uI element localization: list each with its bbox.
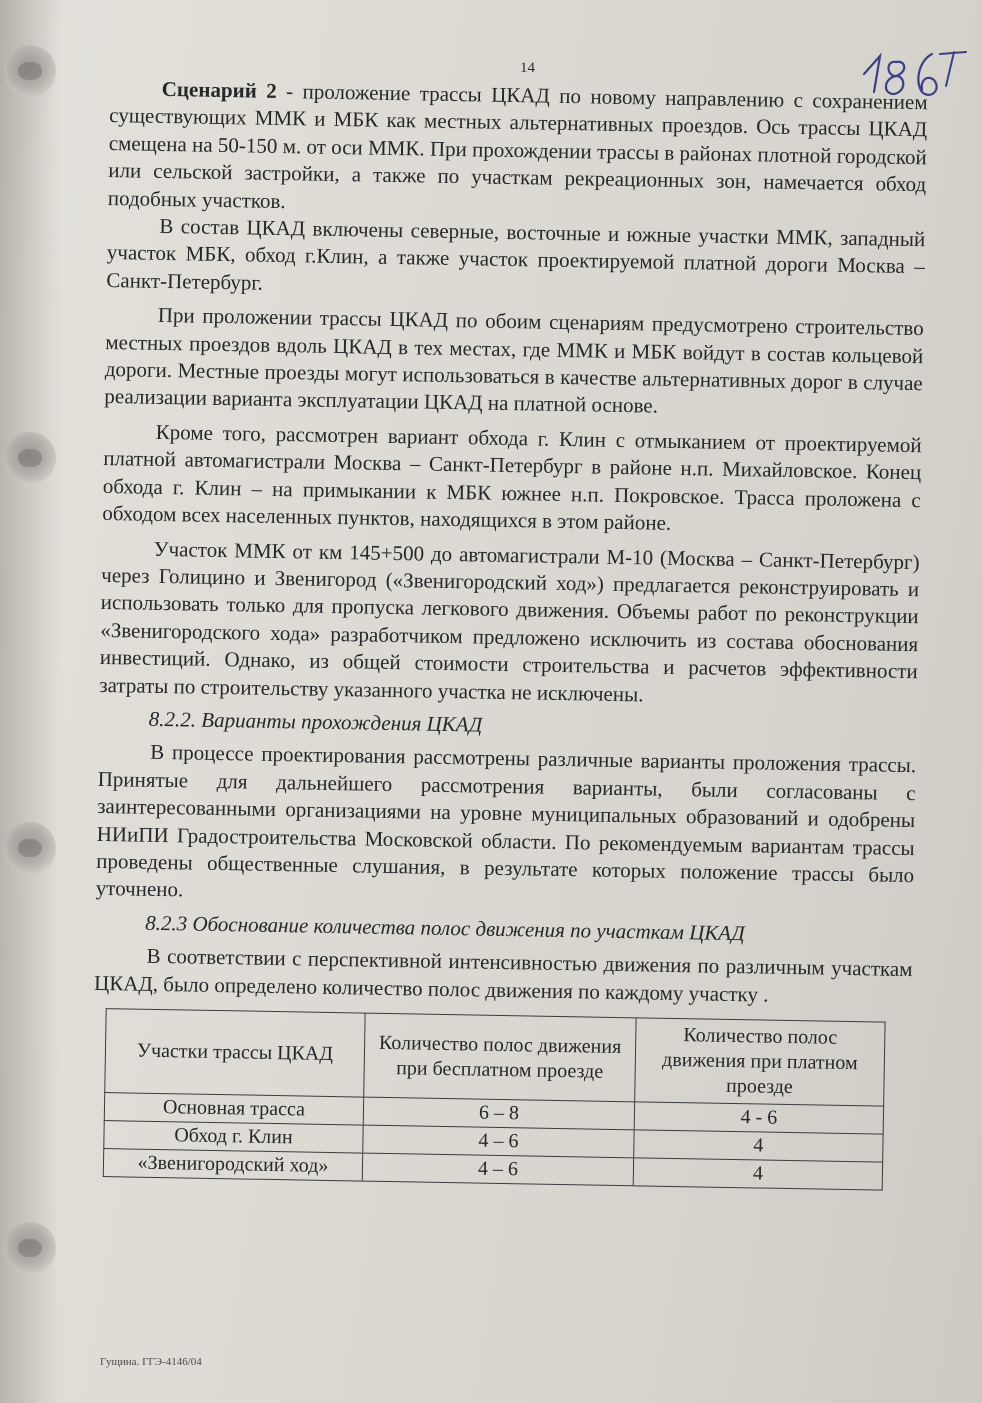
table-cell: 4 [633,1158,882,1190]
table-header-row [105,1009,885,1107]
table-header-cell: Количество полос движения при бесплатном проезде [364,1013,636,1102]
section-heading: 8.2.3 Обоснование количества полос движения по участкам ЦКАД [145,910,746,945]
binder-hole [4,1222,56,1274]
lanes-table [103,1008,886,1191]
table-cell: Основная трасса [104,1093,363,1126]
footer-note: Гущина. ГГЭ-4146/04 [100,1356,202,1368]
paragraph [108,75,928,226]
paragraph: Участок ММК от км 145+500 до автомагистрали М-10 (Москва – Санкт-Петербург) через Голицино и Звенигород («Звенигородский ход») предлагается реконструировать и использовать только для пропуска легкового движения. Объемы работ по реконструкции «Звенигородского хода» разработчиком предложено исключить из состава обоснования инвестиций. Однако, из общей стоимости строительства и расчетов эффективности затраты по строительству указанного участка не исключены. [99,536,920,706]
scenario-label: Сценарий 2 [161,76,277,103]
table-cell: 4 - 6 [634,1102,883,1134]
table-cell: 4 [634,1130,883,1162]
paragraph: При проложении трассы ЦКАД по обоим сценариям предусмотрено строительство местных проездов вдоль ЦКАД в тех местах, где ММК и МБК войдут в состав кольцевой дороги. Местные проезды могут использоваться в качестве альтернативных дорог в случае реализации варианта эксплуатации ЦКАД на платной основе. [104,303,924,419]
binder-hole [4,822,56,874]
paragraph: Кроме того, рассмотрен вариант обхода г. Клин с отмыканием от проектируемой платной автомагистрали Москва – Санкт-Петербург в районе н.п. Михайловское. Конец обхода г. Клин – на примыкании к МБК южнее н.п. Покровское. Трасса проложена с обходом всех населенных пунктов, находящихся в этом районе. [102,419,922,535]
paragraph: В соответствии с перспективной интенсивностью движения по различным участкам ЦКАД, было определено количество полос движения по каждому участку . [93,943,913,1007]
page-number: 14 [520,60,535,76]
binder-hole [4,45,56,97]
table-header-cell: Участки трассы ЦКАД [105,1009,365,1098]
section-heading: 8.2.2. Варианты прохождения ЦКАД [148,706,483,737]
table-cell: Обход г. Клин [104,1121,363,1154]
table-header-cell: Количество полос движения при платном проезде [635,1018,885,1106]
document-body [91,75,928,1191]
table-cell: 6 – 8 [363,1097,634,1130]
paragraph: В процессе проектирования рассмотрены различные варианты проложения трассы. Принятые для дальнейшего рассмотрения варианты, были согласованы с заинтересованными организациями на уровне муниципальных образований и одобрены НИиПИ Градостроительства Московской области. По рекомендуемым вариантам трассы проведены общественные слушания, в результате которых положение трассы было уточнено. [95,740,917,902]
paragraph-text: - проложение трассы ЦКАД по новому направлению с сохранением существующих ММК и МБК как местных альтернативных проездов. Ось трассы ЦКАД смещена на 50-150 м. от оси ММК. При прохождении трассы в районах плотной городской или сельской застройки, а также по участкам рекреационных зон, намечается обход подобных участков. [107,78,928,213]
table-cell: 4 – 6 [363,1125,634,1158]
paragraph: В состав ЦКАД включены северные, восточные и южные участки ММК, западный участок МБК, обход г.Клин, а также участок проектируемой платной дороги Москва – Санкт-Петербург. [106,213,926,295]
table-cell: 4 – 6 [362,1153,633,1186]
table-cell: «Звенигородский ход» [103,1149,362,1182]
binder-hole [4,432,56,484]
binding-shadow [0,0,60,1403]
